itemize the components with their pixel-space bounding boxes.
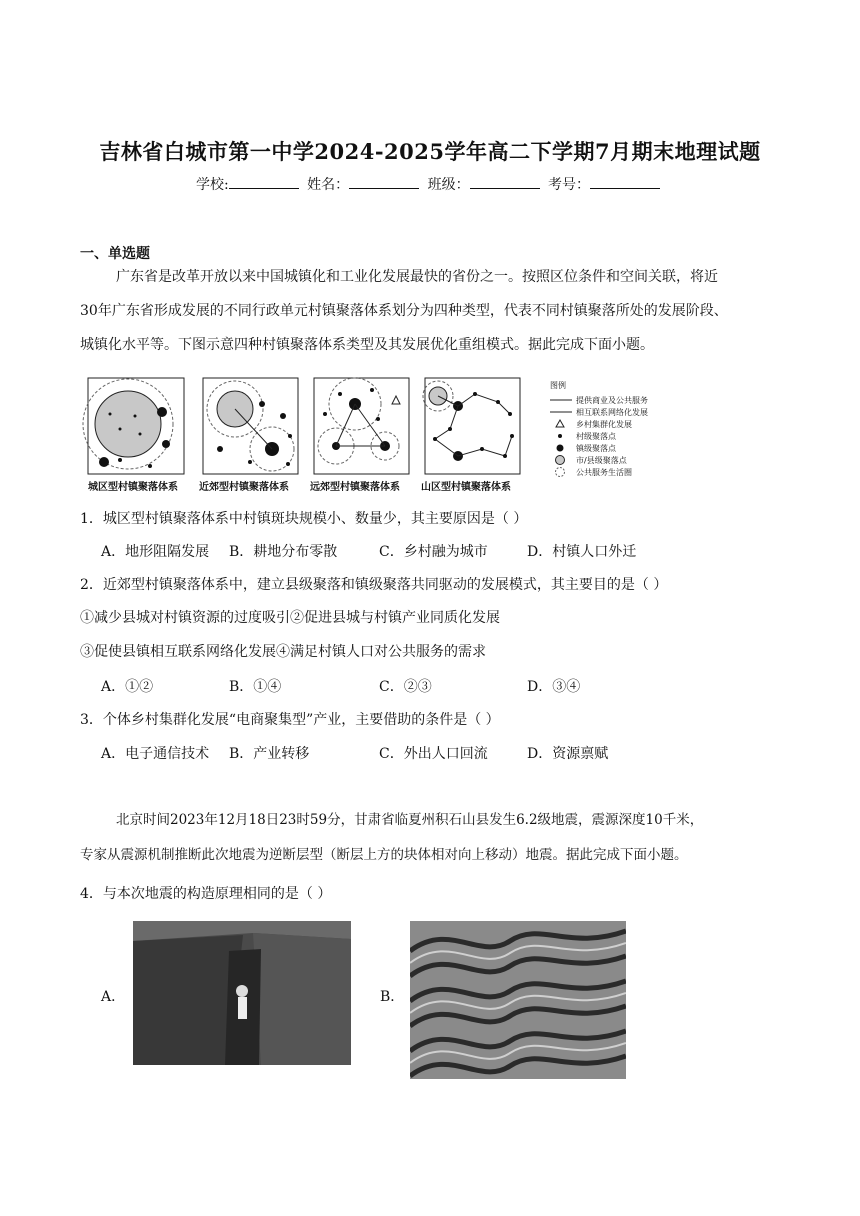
- urban-panel: [83, 378, 184, 474]
- legend-title: 图例: [550, 381, 566, 390]
- name-label: 姓名：: [307, 177, 350, 193]
- q1-option-a[interactable]: A．地形阻隔发展: [101, 544, 210, 560]
- q4-option-a-photo[interactable]: [133, 921, 351, 1065]
- q3-stem: 3．个体乡村集群化发展“电商聚集型”产业，主要借助的条件是（ ）: [80, 712, 500, 728]
- q2-option-c[interactable]: C．②③: [379, 679, 432, 695]
- q2-statements-1: ①减少县城对村镇资源的过度吸引②促进县城与村镇产业同质化发展: [80, 610, 500, 626]
- q2-stem: 2．近郊型村镇聚落体系中，建立县级聚落和镇级聚落共同驱动的发展模式，其主要目的是（ ）: [80, 577, 668, 593]
- school-blank: [229, 176, 299, 189]
- legend-item-network: 相互联系网络化发展: [576, 408, 648, 417]
- folded-strata-image: [410, 921, 626, 1079]
- q3-option-d[interactable]: D．资源禀赋: [527, 746, 609, 762]
- q2-option-a[interactable]: A．①②: [101, 679, 154, 695]
- id-label: 考号：: [548, 177, 591, 193]
- caption-urban: 城区型村镇聚落体系: [88, 482, 178, 493]
- q2-statements-2: ③促使县镇相互联系网络化发展④满足村镇人口对公共服务的需求: [80, 644, 486, 660]
- passage1-line2: 30年广东省形成发展的不同行政单元村镇聚落体系划分为四种类型，代表不同村镇聚落所处的发展阶段、: [80, 303, 728, 319]
- class-label: 班级：: [427, 177, 470, 193]
- caption-suburban: 近郊型村镇聚落体系: [199, 482, 289, 493]
- q2-option-b[interactable]: B．①④: [229, 679, 282, 695]
- passage1-line1: 广东省是改革开放以来中国城镇化和工业化发展最快的省份之一。按照区位条件和空间关联，将近: [116, 269, 718, 285]
- legend-item-village: 村级聚落点: [576, 432, 616, 441]
- q2-option-d[interactable]: D．③④: [527, 679, 581, 695]
- figure-legend: [550, 380, 648, 477]
- figure-captions: [88, 480, 511, 493]
- outer-suburban-panel: [314, 378, 409, 474]
- q4-option-b-photo[interactable]: [410, 921, 626, 1079]
- settlement-system-figure: [80, 374, 700, 496]
- q3-option-b[interactable]: B．产业转移: [229, 746, 310, 762]
- student-info-line: [0, 174, 860, 194]
- legend-item-service-circle: 公共服务生活圈: [576, 468, 632, 477]
- class-blank: [470, 176, 540, 189]
- page-title: 吉林省白城市第一中学2024-2025学年高二下学期7月期末地理试题: [99, 139, 761, 164]
- q1-option-d[interactable]: D．村镇人口外迁: [527, 544, 637, 560]
- passage2-line2: 专家从震源机制推断此次地震为逆断层型（断层上方的块体相对向上移动）地震。据此完成下面小题。: [80, 847, 688, 863]
- q4-stem: 4．与本次地震的构造原理相同的是（ ）: [80, 886, 332, 902]
- q3-option-a[interactable]: A．电子通信技术: [101, 746, 210, 762]
- section-title: 一、单选题: [80, 246, 150, 262]
- q1-stem: 1．城区型村镇聚落体系中村镇斑块规模小、数量少，其主要原因是（ ）: [80, 511, 528, 527]
- passage1-line3: 城镇化水平等。下图示意四种村镇聚落体系类型及其发展优化重组模式。据此完成下面小题。: [80, 337, 654, 353]
- legend-item-service: 提供商业及公共服务: [576, 396, 648, 405]
- q1-option-b[interactable]: B．耕地分布零散: [229, 544, 338, 560]
- legend-item-cluster: 乡村集群化发展: [576, 420, 632, 429]
- q4-option-a-label[interactable]: A．: [101, 989, 126, 1005]
- passage2-line1: 北京时间2023年12月18日23时59分，甘肃省临夏州积石山县发生6.2级地震，震源深度10千米，: [116, 812, 704, 828]
- q1-option-c[interactable]: C．乡村融为城市: [379, 544, 488, 560]
- suburban-panel: [203, 378, 298, 474]
- legend-item-city: 市/县级聚落点: [576, 456, 627, 465]
- name-blank: [349, 176, 419, 189]
- school-label: 学校:: [195, 177, 229, 193]
- legend-item-town: 镇级聚落点: [576, 444, 616, 453]
- fault-cliff-image: [133, 921, 351, 1065]
- caption-outer-suburban: 远郊型村镇聚落体系: [310, 482, 400, 493]
- q3-option-c[interactable]: C．外出人口回流: [379, 746, 488, 762]
- mountain-panel: [423, 378, 520, 474]
- id-blank: [590, 176, 660, 189]
- q4-option-b-label[interactable]: B．: [380, 989, 405, 1005]
- caption-mountain: 山区型村镇聚落体系: [421, 482, 511, 493]
